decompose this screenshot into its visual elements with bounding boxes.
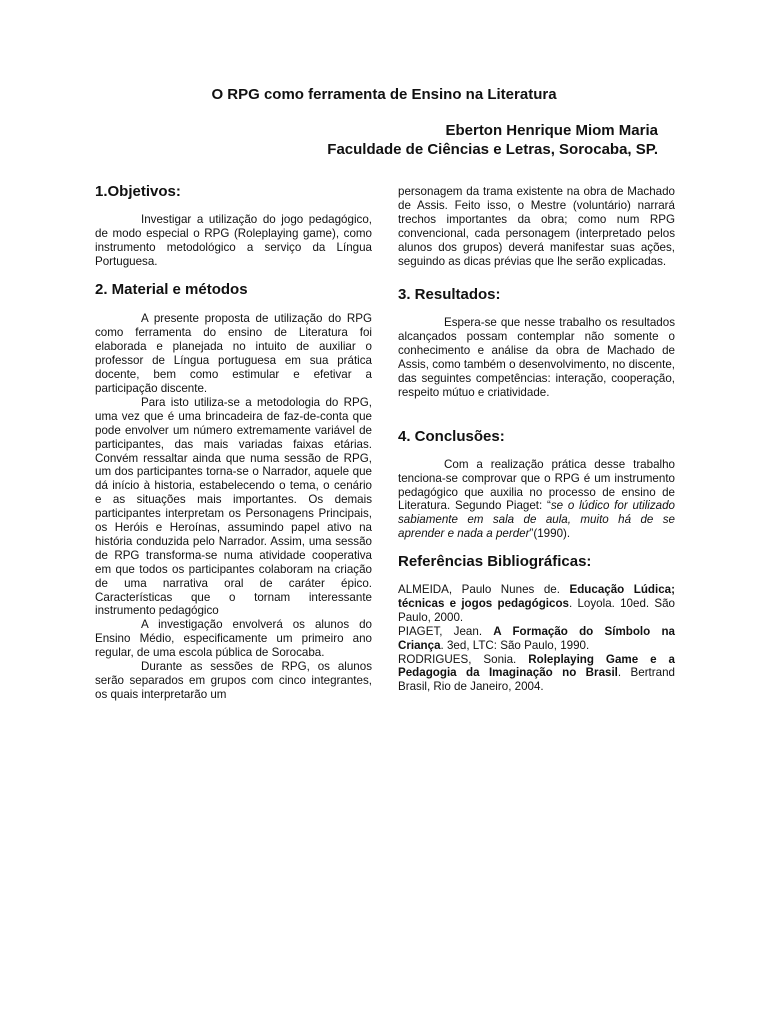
resultados-paragraph: Espera-se que nesse trabalho os resultados alcançados possam contemplar não somente o conhecimento e análise da obra de Machado de Assis, como também o desenvolvimento, no discente, das seguintes competências: interação, cooperação, respeito mútuo e criatividade. [398,316,675,399]
material-paragraph: A presente proposta de utilização do RPG como ferramenta do ensino de Literatura foi elaborada e planejada no intuito de auxiliar o professor de Língua portuguesa em sua prática docente, bem como estimular e efetivar a participação discente. [95,312,372,395]
author-affiliation: Faculdade de Ciências e Letras, Sorocaba, SP. [327,141,658,158]
reference-item: RODRIGUES, Sonia. Roleplaying Game e a Pedagogia da Imaginação no Brasil. Bertrand Brasil, Rio de Janeiro, 2004. [398,652,675,694]
section-heading-conclusoes: 4. Conclusões: [398,427,505,445]
left-column [95,185,372,702]
section-title-text: . Material e métodos [103,280,248,298]
section-heading-objetivos: 1.Objetivos: [95,183,181,200]
paper-title: O RPG como ferramenta de Ensino na Literatura [211,86,557,103]
bibliography-list [398,583,675,694]
right-column [398,185,675,694]
material-paragraph: Durante as sessões de RPG, os alunos serão separados em grupos com cinco integrantes, os quais interpretarão um [95,660,372,701]
material-paragraph-continued: personagem da trama existente na obra de Machado de Assis. Feito isso, o Mestre (voluntário) narrará trechos importantes da obra; como num RPG convencional, cada personagem (interpretado pelos alunos dos grupos) deverá manifestar suas ações, seguindo as dicas prévias que lhe serão explicadas. [398,185,675,268]
objetivos-paragraph: Investigar a utilização do jogo pedagógico, de modo especial o RPG (Roleplaying game), como instrumento metodológico a serviço da Língua Portuguesa. [95,212,372,268]
author-name: Eberton Henrique Miom Maria [445,122,658,139]
reference-item: PIAGET, Jean. A Formação do Símbolo na Criança. 3ed, LTC: São Paulo, 1990. [398,624,675,652]
material-paragraph: Para isto utiliza-se a metodologia do RPG, uma vez que é uma brincadeira de faz-de-conta que pode envolver um número extremamente variável de participantes, das mais variadas faixas etárias. Convém ressaltar ainda que numa sessão de RPG, um dos participantes torna-se o Narrador, aquele que dá início à historia, estabelecendo o tema, o cenário e as situações mais importantes. Os demais participantes interpretam os Personagens Principais, os Heróis e Heroínas, assumindo papel ativo na história conduzida pelo Narrador. Assim, uma sessão de RPG transforma-se numa atividade cooperativa em que todos os participantes colaboram na criação de uma narrativa oral de caráter épico. Características que o tornam interessante instrumento pedagógico [95,395,372,618]
section-heading-resultados: 3. Resultados: [398,286,501,304]
conclusoes-paragraph: Com a realização prática desse trabalho tenciona-se comprovar que o RPG é um instrumento pedagógico que auxilia no processo de ensino de Literatura. Segundo Piaget: “se o lúdico for utilizado sabiamente em sala de aula, muito há de se aprender e nada a perder”(1990). [398,457,675,541]
section-heading-material [95,280,372,298]
piaget-quote: se o lúdico for utilizado sabiamente em sala de aula, muito há de se aprender e nada a perder [398,499,675,541]
material-paragraph: A investigação envolverá os alunos do Ensino Médio, especificamente um primeiro ano regular, de uma escola pública de Sorocaba. [95,618,372,660]
section-number: 2 [95,280,104,298]
section-heading-referencias: Referências Bibliográficas: [398,553,592,571]
reference-item: ALMEIDA, Paulo Nunes de. Educação Lúdica; técnicas e jogos pedagógicos. Loyola. 10ed. São Paulo, 2000. [398,583,675,624]
